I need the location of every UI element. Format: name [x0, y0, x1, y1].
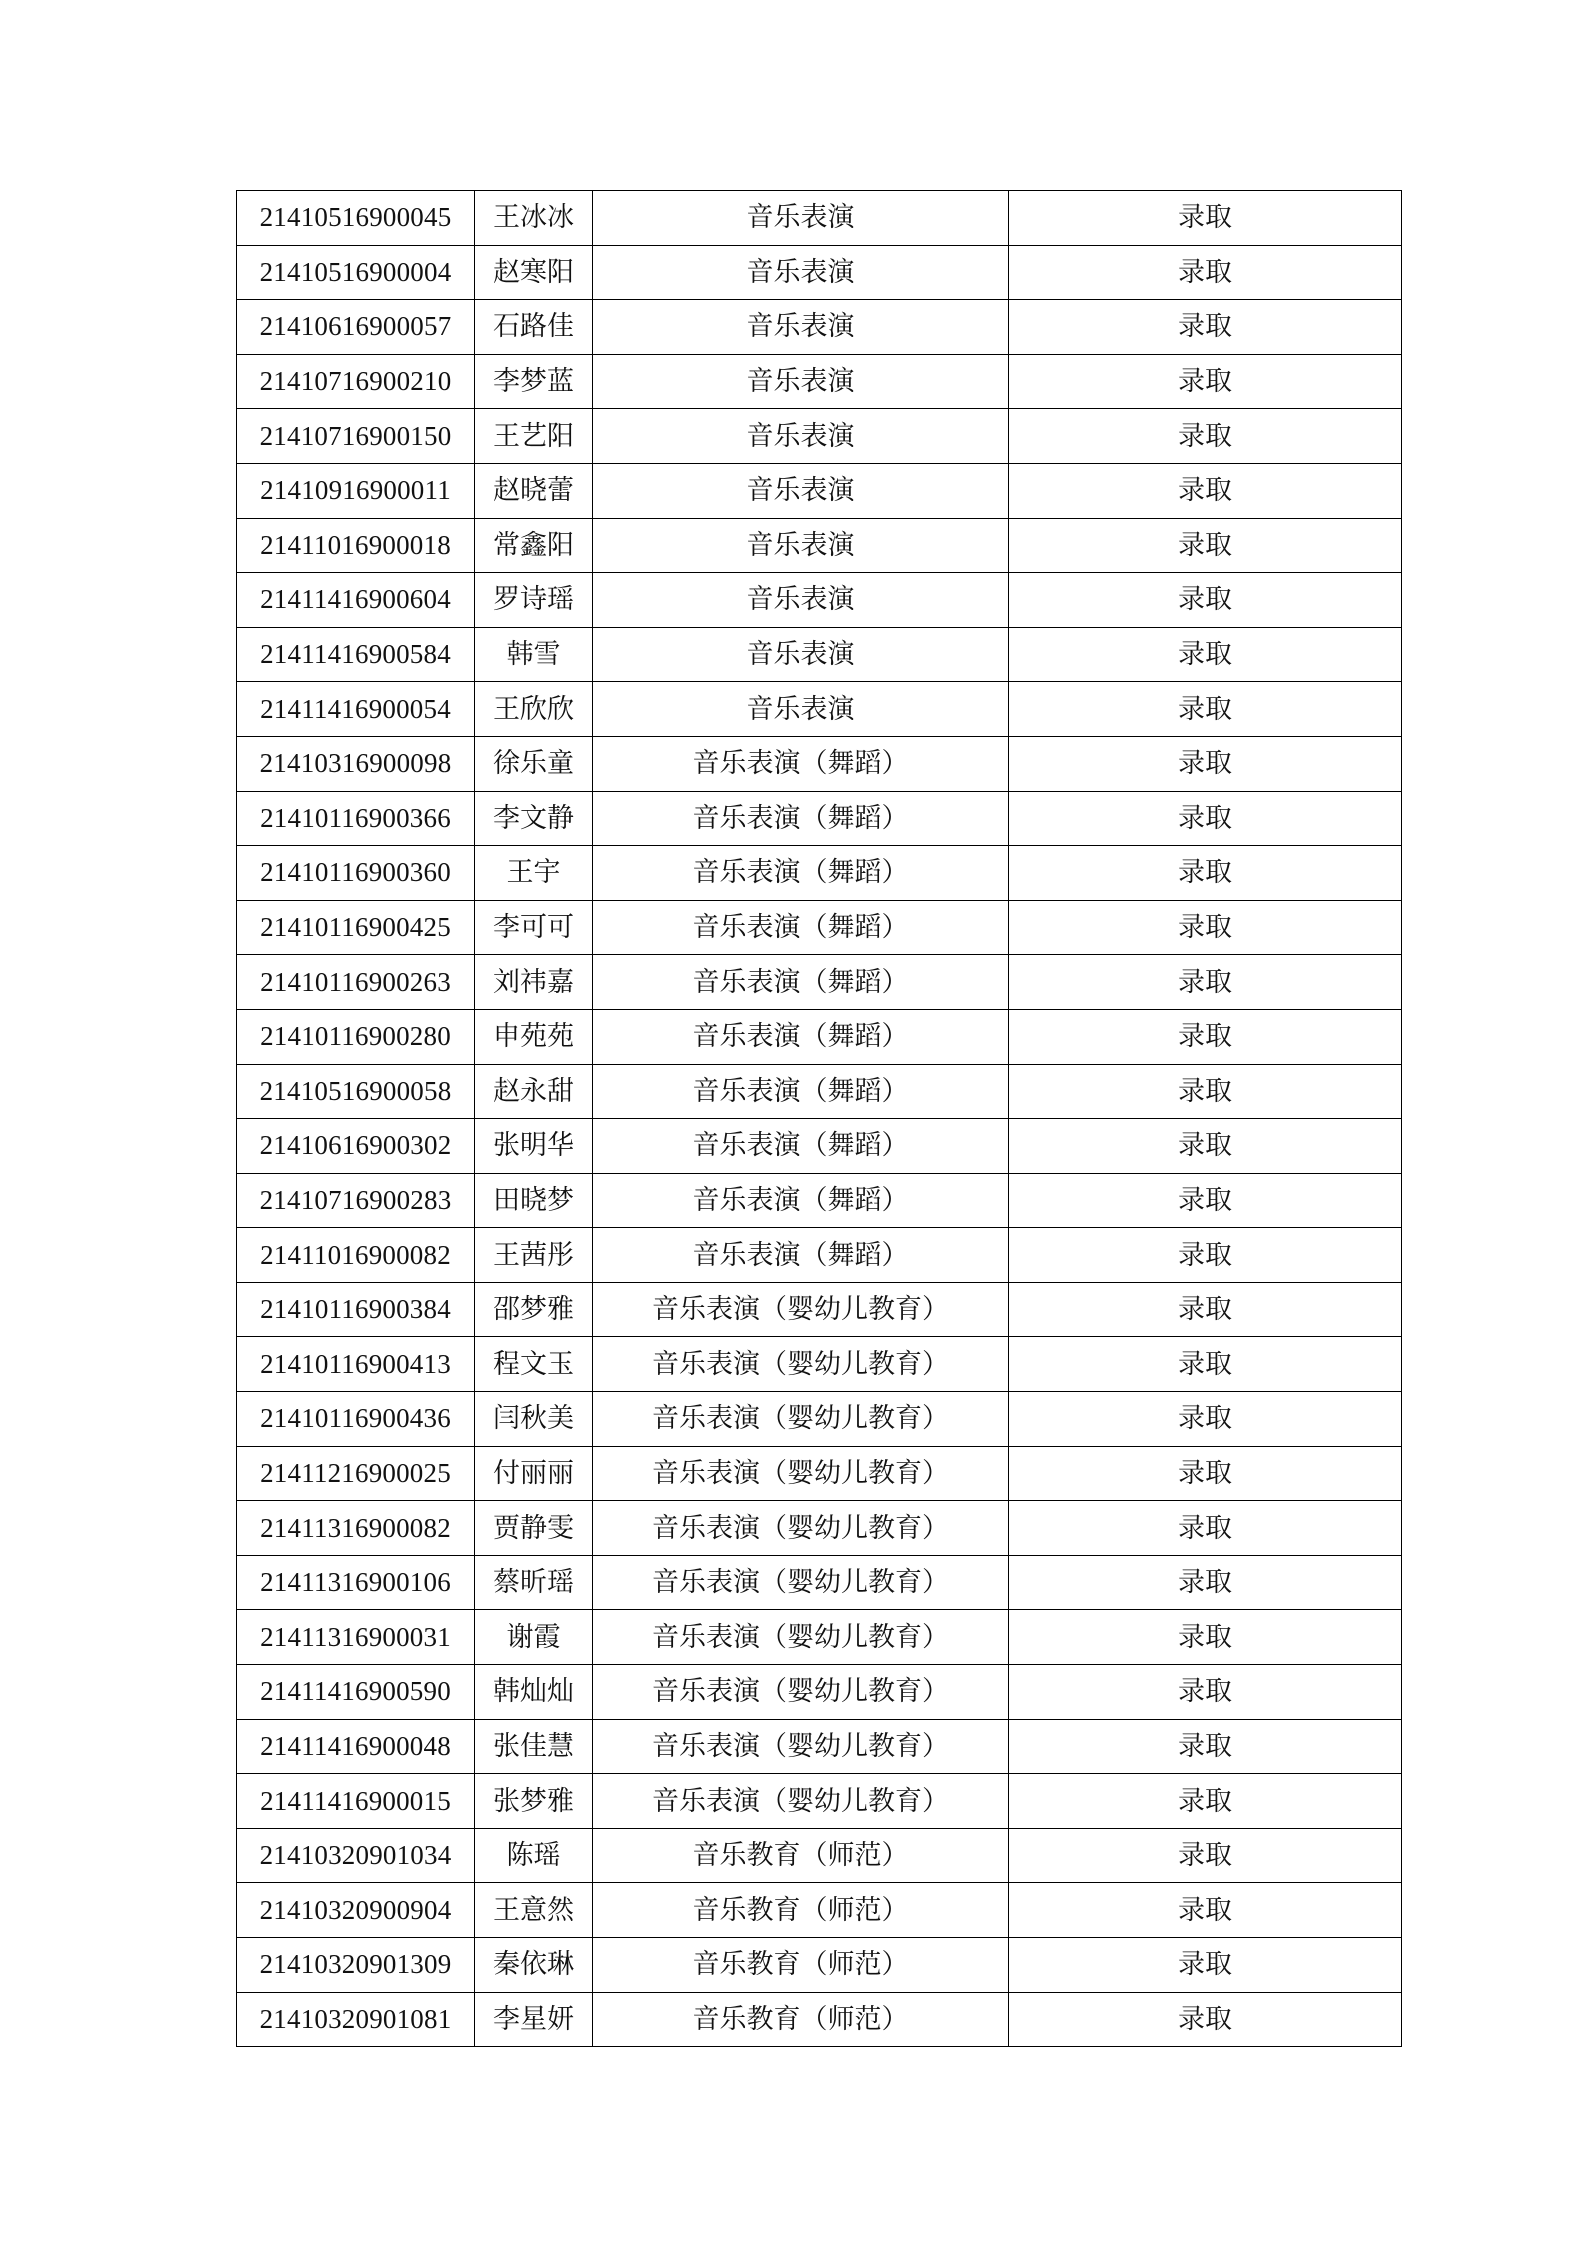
candidate-id-cell: 21411416900584 — [237, 627, 475, 682]
admission-result-cell: 录取 — [1009, 463, 1402, 518]
table-row — [237, 1828, 1402, 1883]
table-row — [237, 1938, 1402, 1993]
candidate-id-cell: 21411016900018 — [237, 518, 475, 573]
table-row — [237, 354, 1402, 409]
table-row — [237, 1719, 1402, 1774]
major-cell: 音乐表演 — [593, 409, 1009, 464]
major-cell: 音乐表演（婴幼儿教育） — [593, 1665, 1009, 1720]
admission-result-cell: 录取 — [1009, 1938, 1402, 1993]
candidate-name-cell: 邵梦雅 — [475, 1282, 593, 1337]
candidate-id-cell: 21410616900057 — [237, 300, 475, 355]
major-cell: 音乐表演 — [593, 354, 1009, 409]
candidate-name-cell: 程文玉 — [475, 1337, 593, 1392]
admission-result-cell: 录取 — [1009, 1719, 1402, 1774]
admission-result-cell: 录取 — [1009, 573, 1402, 628]
major-cell: 音乐表演（舞蹈） — [593, 846, 1009, 901]
candidate-id-cell: 21410116900366 — [237, 791, 475, 846]
table-row — [237, 1774, 1402, 1829]
table-row — [237, 300, 1402, 355]
candidate-id-cell: 21410116900360 — [237, 846, 475, 901]
candidate-name-cell: 秦依琳 — [475, 1938, 593, 1993]
table-row — [237, 518, 1402, 573]
table-row — [237, 1610, 1402, 1665]
major-cell: 音乐教育（师范） — [593, 1992, 1009, 2047]
candidate-id-cell: 21410116900436 — [237, 1392, 475, 1447]
table-row — [237, 900, 1402, 955]
major-cell: 音乐表演（婴幼儿教育） — [593, 1555, 1009, 1610]
admission-result-cell: 录取 — [1009, 900, 1402, 955]
admission-result-cell: 录取 — [1009, 1610, 1402, 1665]
admission-result-cell: 录取 — [1009, 1555, 1402, 1610]
major-cell: 音乐表演（舞蹈） — [593, 1009, 1009, 1064]
admission-table-body — [237, 191, 1402, 2047]
candidate-id-cell: 21410716900210 — [237, 354, 475, 409]
admission-result-cell: 录取 — [1009, 518, 1402, 573]
table-row — [237, 1883, 1402, 1938]
admission-result-cell: 录取 — [1009, 1228, 1402, 1283]
candidate-name-cell: 赵晓蕾 — [475, 463, 593, 518]
candidate-name-cell: 赵永甜 — [475, 1064, 593, 1119]
candidate-id-cell: 21411416900054 — [237, 682, 475, 737]
major-cell: 音乐表演 — [593, 682, 1009, 737]
candidate-id-cell: 21410116900263 — [237, 955, 475, 1010]
table-row — [237, 1446, 1402, 1501]
major-cell: 音乐表演 — [593, 627, 1009, 682]
table-row — [237, 1064, 1402, 1119]
candidate-name-cell: 张佳慧 — [475, 1719, 593, 1774]
candidate-id-cell: 21410516900045 — [237, 191, 475, 246]
table-row — [237, 1392, 1402, 1447]
admission-result-cell: 录取 — [1009, 1009, 1402, 1064]
candidate-name-cell: 徐乐童 — [475, 736, 593, 791]
candidate-name-cell: 韩灿灿 — [475, 1665, 593, 1720]
table-row — [237, 846, 1402, 901]
candidate-id-cell: 21410320901309 — [237, 1938, 475, 1993]
candidate-name-cell: 李文静 — [475, 791, 593, 846]
major-cell: 音乐表演（舞蹈） — [593, 955, 1009, 1010]
table-row — [237, 1992, 1402, 2047]
admission-result-cell: 录取 — [1009, 1337, 1402, 1392]
candidate-name-cell: 陈瑶 — [475, 1828, 593, 1883]
candidate-name-cell: 付丽丽 — [475, 1446, 593, 1501]
candidate-id-cell: 21411416900015 — [237, 1774, 475, 1829]
candidate-name-cell: 李星妍 — [475, 1992, 593, 2047]
table-row — [237, 955, 1402, 1010]
major-cell: 音乐教育（师范） — [593, 1883, 1009, 1938]
major-cell: 音乐表演（舞蹈） — [593, 791, 1009, 846]
table-row — [237, 245, 1402, 300]
major-cell: 音乐教育（师范） — [593, 1938, 1009, 1993]
admission-result-cell: 录取 — [1009, 300, 1402, 355]
table-row — [237, 573, 1402, 628]
major-cell: 音乐表演（婴幼儿教育） — [593, 1774, 1009, 1829]
candidate-id-cell: 21410320901034 — [237, 1828, 475, 1883]
table-row — [237, 1501, 1402, 1556]
candidate-name-cell: 张明华 — [475, 1119, 593, 1174]
candidate-name-cell: 石路佳 — [475, 300, 593, 355]
admission-result-cell: 录取 — [1009, 846, 1402, 901]
table-row — [237, 1555, 1402, 1610]
table-row — [237, 463, 1402, 518]
candidate-name-cell: 韩雪 — [475, 627, 593, 682]
admission-result-cell: 录取 — [1009, 736, 1402, 791]
candidate-id-cell: 21410516900004 — [237, 245, 475, 300]
table-row — [237, 1009, 1402, 1064]
major-cell: 音乐表演（婴幼儿教育） — [593, 1719, 1009, 1774]
candidate-name-cell: 刘祎嘉 — [475, 955, 593, 1010]
candidate-id-cell: 21411416900048 — [237, 1719, 475, 1774]
candidate-name-cell: 王宇 — [475, 846, 593, 901]
major-cell: 音乐表演（婴幼儿教育） — [593, 1610, 1009, 1665]
candidate-name-cell: 谢霞 — [475, 1610, 593, 1665]
admission-result-cell: 录取 — [1009, 409, 1402, 464]
major-cell: 音乐表演 — [593, 573, 1009, 628]
candidate-id-cell: 21411316900082 — [237, 1501, 475, 1556]
major-cell: 音乐表演（舞蹈） — [593, 736, 1009, 791]
admission-result-cell: 录取 — [1009, 1501, 1402, 1556]
table-row — [237, 191, 1402, 246]
admission-result-cell: 录取 — [1009, 191, 1402, 246]
admission-result-cell: 录取 — [1009, 627, 1402, 682]
candidate-id-cell: 21410116900280 — [237, 1009, 475, 1064]
major-cell: 音乐表演 — [593, 191, 1009, 246]
candidate-id-cell: 21411416900590 — [237, 1665, 475, 1720]
table-row — [237, 1337, 1402, 1392]
major-cell: 音乐表演 — [593, 518, 1009, 573]
major-cell: 音乐表演（舞蹈） — [593, 1228, 1009, 1283]
major-cell: 音乐表演（婴幼儿教育） — [593, 1337, 1009, 1392]
table-row — [237, 1228, 1402, 1283]
admission-table — [236, 190, 1402, 2047]
candidate-name-cell: 贾静雯 — [475, 1501, 593, 1556]
admission-result-cell: 录取 — [1009, 1992, 1402, 2047]
table-row — [237, 409, 1402, 464]
admission-result-cell: 录取 — [1009, 1119, 1402, 1174]
candidate-id-cell: 21410516900058 — [237, 1064, 475, 1119]
candidate-id-cell: 21410116900425 — [237, 900, 475, 955]
admission-result-cell: 录取 — [1009, 1173, 1402, 1228]
major-cell: 音乐表演（婴幼儿教育） — [593, 1392, 1009, 1447]
major-cell: 音乐表演（婴幼儿教育） — [593, 1446, 1009, 1501]
table-row — [237, 627, 1402, 682]
candidate-id-cell: 21410116900384 — [237, 1282, 475, 1337]
candidate-name-cell: 王欣欣 — [475, 682, 593, 737]
major-cell: 音乐表演（婴幼儿教育） — [593, 1282, 1009, 1337]
admission-result-cell: 录取 — [1009, 682, 1402, 737]
admission-result-cell: 录取 — [1009, 1883, 1402, 1938]
candidate-name-cell: 赵寒阳 — [475, 245, 593, 300]
candidate-name-cell: 王冰冰 — [475, 191, 593, 246]
admission-result-cell: 录取 — [1009, 1392, 1402, 1447]
candidate-id-cell: 21410316900098 — [237, 736, 475, 791]
candidate-name-cell: 常鑫阳 — [475, 518, 593, 573]
major-cell: 音乐表演（舞蹈） — [593, 900, 1009, 955]
admission-result-cell: 录取 — [1009, 791, 1402, 846]
admission-result-cell: 录取 — [1009, 1064, 1402, 1119]
candidate-name-cell: 张梦雅 — [475, 1774, 593, 1829]
candidate-id-cell: 21410716900150 — [237, 409, 475, 464]
table-row — [237, 791, 1402, 846]
table-row — [237, 1119, 1402, 1174]
admission-result-cell: 录取 — [1009, 1774, 1402, 1829]
admission-result-cell: 录取 — [1009, 245, 1402, 300]
major-cell: 音乐表演（舞蹈） — [593, 1173, 1009, 1228]
admission-result-cell: 录取 — [1009, 1665, 1402, 1720]
table-row — [237, 736, 1402, 791]
major-cell: 音乐教育（师范） — [593, 1828, 1009, 1883]
candidate-name-cell: 罗诗瑶 — [475, 573, 593, 628]
major-cell: 音乐表演 — [593, 300, 1009, 355]
major-cell: 音乐表演 — [593, 463, 1009, 518]
candidate-name-cell: 王艺阳 — [475, 409, 593, 464]
candidate-name-cell: 闫秋美 — [475, 1392, 593, 1447]
major-cell: 音乐表演（舞蹈） — [593, 1119, 1009, 1174]
candidate-id-cell: 21411016900082 — [237, 1228, 475, 1283]
admission-result-cell: 录取 — [1009, 354, 1402, 409]
candidate-id-cell: 21411316900106 — [237, 1555, 475, 1610]
table-row — [237, 682, 1402, 737]
candidate-name-cell: 申苑苑 — [475, 1009, 593, 1064]
candidate-name-cell: 王意然 — [475, 1883, 593, 1938]
major-cell: 音乐表演 — [593, 245, 1009, 300]
candidate-id-cell: 21410916900011 — [237, 463, 475, 518]
table-row — [237, 1665, 1402, 1720]
admission-result-cell: 录取 — [1009, 1446, 1402, 1501]
candidate-id-cell: 21410616900302 — [237, 1119, 475, 1174]
admission-result-cell: 录取 — [1009, 955, 1402, 1010]
table-row — [237, 1173, 1402, 1228]
candidate-name-cell: 王茜彤 — [475, 1228, 593, 1283]
candidate-name-cell: 李可可 — [475, 900, 593, 955]
major-cell: 音乐表演（婴幼儿教育） — [593, 1501, 1009, 1556]
candidate-id-cell: 21410320901081 — [237, 1992, 475, 2047]
table-row — [237, 1282, 1402, 1337]
candidate-id-cell: 21410116900413 — [237, 1337, 475, 1392]
candidate-id-cell: 21411416900604 — [237, 573, 475, 628]
admission-result-cell: 录取 — [1009, 1828, 1402, 1883]
major-cell: 音乐表演（舞蹈） — [593, 1064, 1009, 1119]
candidate-name-cell: 李梦蓝 — [475, 354, 593, 409]
candidate-id-cell: 21411316900031 — [237, 1610, 475, 1665]
candidate-id-cell: 21410320900904 — [237, 1883, 475, 1938]
admission-result-cell: 录取 — [1009, 1282, 1402, 1337]
candidate-name-cell: 田晓梦 — [475, 1173, 593, 1228]
candidate-id-cell: 21411216900025 — [237, 1446, 475, 1501]
candidate-name-cell: 蔡昕瑶 — [475, 1555, 593, 1610]
candidate-id-cell: 21410716900283 — [237, 1173, 475, 1228]
